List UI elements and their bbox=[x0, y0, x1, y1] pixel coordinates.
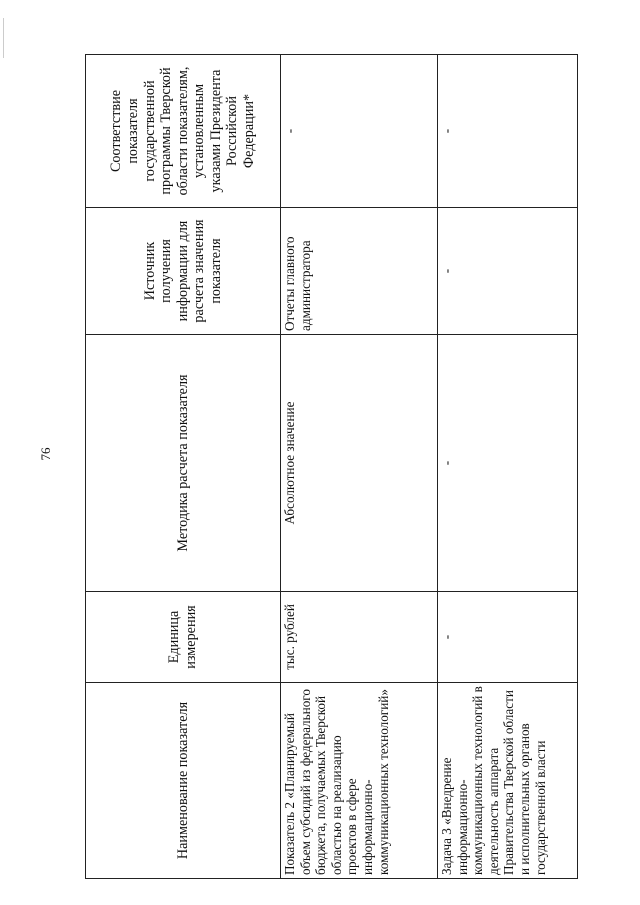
cell-method: - bbox=[438, 335, 578, 592]
cell-method: Абсолютное значение bbox=[281, 335, 438, 592]
rotated-table-container bbox=[85, 55, 577, 879]
cell-unit: тыс. рублей bbox=[281, 592, 438, 683]
cell-compliance: - bbox=[438, 55, 578, 208]
cell-compliance: - bbox=[281, 55, 438, 208]
scan-edge-line bbox=[3, 18, 4, 58]
header-source: Источник получения информации для расчета значения показателя bbox=[86, 208, 281, 335]
table-row bbox=[281, 55, 438, 879]
cell-indicator-name: Задача 3 «Внедрение информационно-коммуникационных технологий в деятельность аппарата Правительства Тверской области и исполнительных органов государственной власти bbox=[438, 683, 578, 879]
header-unit: Единица измерения bbox=[86, 592, 281, 683]
table-header-row bbox=[86, 55, 281, 879]
cell-indicator-name: Показатель 2 «Планируемый объем субсидий из федерального бюджета, получаемых Тверской областью на реализацию проектов в сфере информационно-коммуникационных технологий» bbox=[281, 683, 438, 879]
header-indicator-name: Наименование показателя bbox=[86, 683, 281, 879]
header-method: Методика расчета показателя bbox=[86, 335, 281, 592]
cell-unit: - bbox=[438, 592, 578, 683]
indicators-table bbox=[85, 54, 578, 879]
cell-source: Отчеты главного администратора bbox=[281, 208, 438, 335]
cell-source: - bbox=[438, 208, 578, 335]
page-number: 76 bbox=[38, 447, 53, 461]
table-row bbox=[438, 55, 578, 879]
header-compliance: Соответствие показателя государственной программы Тверской области показателям, установленным указами Президента Российской Федерации* bbox=[86, 55, 281, 208]
